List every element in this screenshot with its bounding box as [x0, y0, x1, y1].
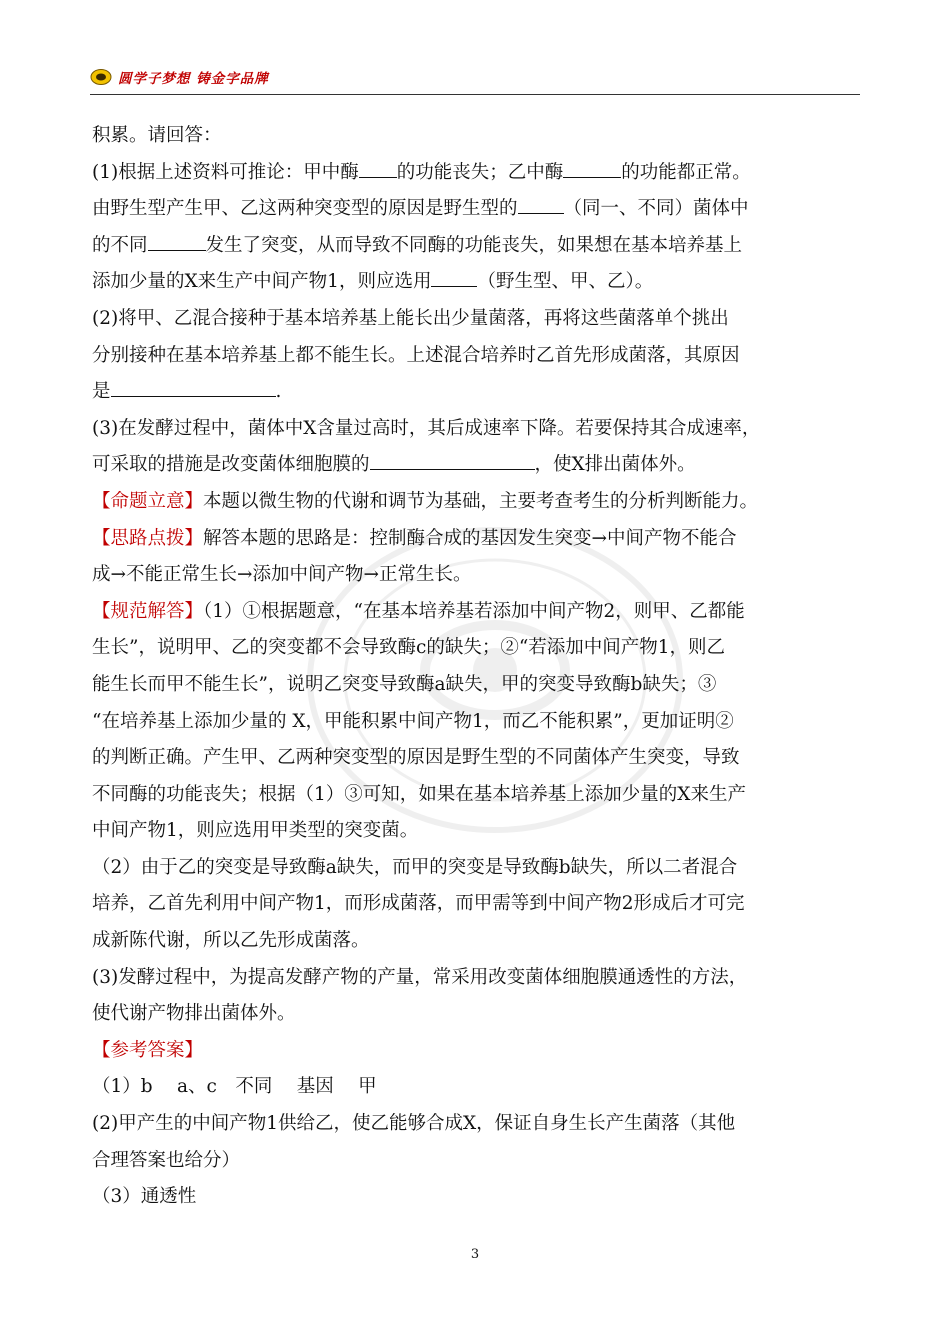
answer-blank [431, 268, 477, 288]
text-line: 生长”，说明甲、乙的突变都不会导致酶c的缺失；②“若添加中间产物1，则乙 [92, 637, 726, 659]
text-line: (2)将甲、乙混合接种于基本培养基上能长出少量菌落，再将这些菌落单个挑出 [92, 307, 729, 329]
answer-blank [370, 451, 535, 471]
text-line: 中间产物1，则应选用甲类型的突变菌。 [92, 820, 419, 842]
answer-blank [148, 231, 206, 251]
text-line: 的判断正确。产生甲、乙两种突变型的原因是野生型的不同菌体产生突变，导致 [92, 747, 740, 769]
text-line: 培养，乙首先利用中间产物1，而形成菌落，而甲需等到中间产物2形成后才可完 [92, 893, 745, 915]
section-tag: 【命题立意】 [92, 490, 204, 512]
text-line: 使代谢产物排出菌体外。 [92, 1003, 296, 1025]
text-line: （3）通透性 [92, 1186, 197, 1208]
text-line [92, 1033, 862, 1070]
logo-icon [90, 68, 112, 86]
text-line: 【思路点拨】解答本题的思路是：控制酶合成的基因发生突变→中间产物不能合 [92, 527, 737, 549]
text-line: 添加少量的X来生产中间产物1，则应选用 （野生型、甲、乙）。 [92, 264, 862, 301]
text-line: （2）由于乙的突变是导致酶a缺失，而甲的突变是导致酶b缺失，所以二者混合 [92, 856, 738, 878]
text-line: (2)甲产生的中间产物1供给乙，使乙能够合成X，保证自身生长产生菌落（其他 [92, 1113, 736, 1135]
text-line: 不同酶的功能丧失；根据（1）③可知，如果在基本培养基上添加少量的X来生产 [92, 783, 746, 805]
document-body [92, 118, 862, 1216]
text-line: （1）b a、c 不同 基因 甲 [92, 1076, 377, 1098]
answer-blank [111, 378, 276, 398]
text-line: 由野生型产生甲、乙这两种突变型的原因是野生型的 （同一、不同）菌体中 [92, 191, 862, 228]
section-tag: 【思路点拨】 [92, 527, 204, 549]
answer-blank [518, 195, 564, 215]
answer-blank [359, 158, 397, 178]
text-line: (3)在发酵过程中，菌体中X含量过高时，其后成速率下降。若要保持其合成速率， [92, 417, 761, 439]
text-line: 成→不能正常生长→添加中间产物→正常生长。 [92, 564, 472, 586]
text-line: 【命题立意】本题以微生物的代谢和调节为基础，主要考查考生的分析判断能力。 [92, 490, 759, 512]
text-line: 合理答案也给分） [92, 1149, 241, 1171]
text-line: (1)根据上述资料可推论：甲中酶 的功能丧失；乙中酶 的功能都正常。 [92, 155, 862, 192]
section-tag: 【规范解答】 [92, 600, 204, 622]
text-line: “在培养基上添加少量的 X，甲能积累中间产物1，而乙不能积累”，更加证明② [92, 710, 734, 732]
text-line: 积累。请回答： [92, 125, 222, 146]
page-header [90, 62, 860, 95]
page-number: 3 [470, 1247, 480, 1262]
text-line: 成新陈代谢，所以乙先形成菌落。 [92, 930, 370, 952]
text-line: 可采取的措施是改变菌体细胞膜的 ，使X排出菌体外。 [92, 447, 862, 484]
section-tag: 【参考答案】 [92, 1039, 204, 1061]
text-line: 分别接种在基本培养基上都不能生长。上述混合培养时乙首先形成菌落，其原因 [92, 344, 740, 366]
text-line: (3)发酵过程中，为提高发酵产物的产量，常采用改变菌体细胞膜通透性的方法， [92, 966, 748, 988]
text-line: 【规范解答】（1）①根据题意，“在基本培养基若添加中间产物2，则甲、乙都能 [92, 600, 745, 622]
text-line: 是 . [92, 374, 862, 411]
text-line: 的不同 发生了突变，从而导致不同酶的功能丧失，如果想在基本培养基上 [92, 228, 862, 265]
header-slogan: 圆学子梦想 铸金字品牌 [118, 71, 269, 87]
answer-blank [563, 158, 621, 178]
text-line: 能生长而甲不能生长”，说明乙突变导致酶a缺失，甲的突变导致酶b缺失；③ [92, 673, 717, 695]
